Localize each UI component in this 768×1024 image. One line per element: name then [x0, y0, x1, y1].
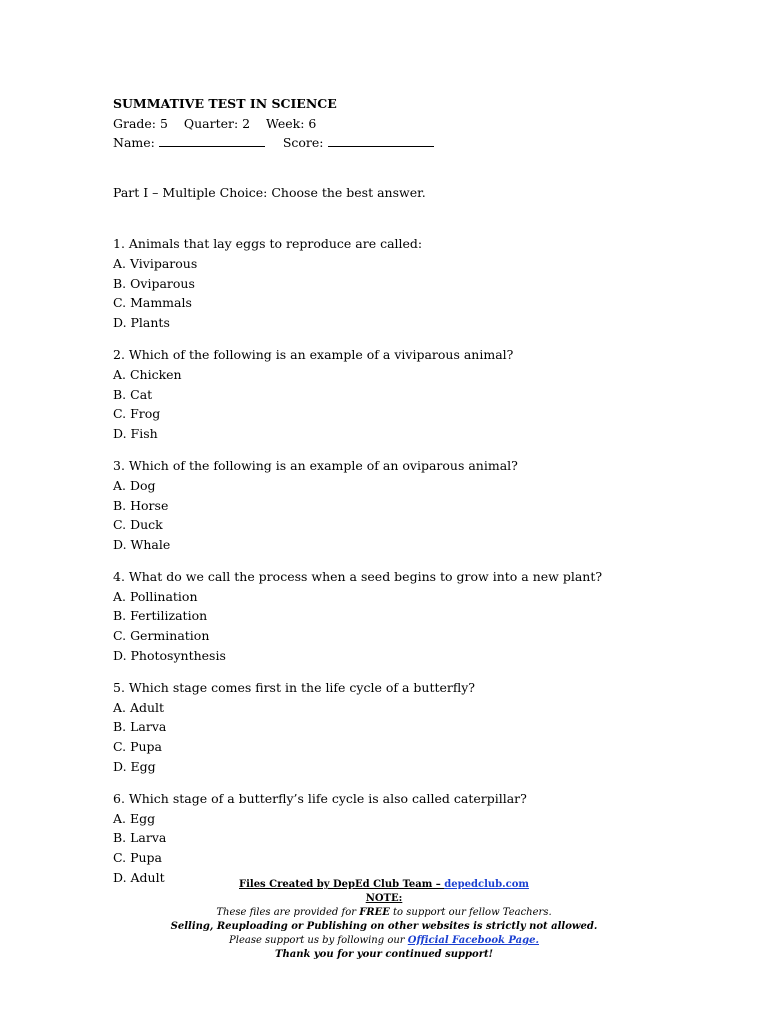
answer-option: D. Plants: [113, 314, 170, 330]
name-score-row: [113, 133, 673, 153]
answer-option: A. Adult: [113, 699, 165, 715]
footer-support: [0, 934, 768, 948]
footer-thanks: Thank you for your continued support!: [275, 949, 493, 960]
question-text: 6. Which stage of a butterfly’s life cycle is also called caterpillar?: [113, 791, 527, 807]
answer-option: B. Fertilization: [113, 608, 208, 624]
footer-support-pre: Please support us by following our: [229, 935, 408, 946]
part-instructions: Part I – Multiple Choice: Choose the best answer.: [113, 184, 426, 200]
answer-option: A. Pollination: [113, 588, 198, 604]
name-blank: [159, 134, 265, 147]
answer-option: C. Frog: [113, 406, 161, 422]
answer-option: C. Duck: [113, 517, 163, 533]
answer-option: C. Pupa: [113, 739, 162, 755]
answer-option: A. Chicken: [113, 366, 182, 382]
footer-provided-post: to support our fellow Teachers.: [389, 907, 552, 918]
answer-option: B. Cat: [113, 386, 153, 402]
footer-note-label: NOTE:: [365, 893, 403, 904]
question-text: 3. Which of the following is an example of an oviparous animal?: [113, 458, 518, 474]
question-text: 4. What do we call the process when a seed begins to grow into a new plant?: [113, 569, 603, 585]
answer-option: D. Fish: [113, 425, 158, 441]
score-blank: [328, 134, 434, 147]
answer-option: C. Mammals: [113, 295, 192, 311]
score-label: Score:: [282, 135, 324, 151]
answer-option: D. Photosynthesis: [113, 647, 226, 663]
worksheet-title: SUMMATIVE TEST IN SCIENCE: [113, 96, 337, 111]
answer-option: B. Oviparous: [113, 275, 195, 291]
footer-credit: [0, 878, 768, 892]
answer-option: D. Egg: [113, 758, 156, 774]
question-item: [113, 567, 673, 665]
question-item: [113, 456, 673, 554]
answer-option: B. Larva: [113, 719, 167, 735]
question-item: [113, 678, 673, 776]
footer-free: FREE: [359, 907, 390, 918]
site-link[interactable]: depedclub.com: [444, 879, 529, 890]
answer-option: B. Larva: [113, 830, 167, 846]
question-item: [113, 345, 673, 443]
answer-option: C. Germination: [113, 628, 210, 644]
question-item: [113, 234, 673, 332]
footer-provided: [0, 906, 768, 920]
footer-provided-pre: These files are provided for: [216, 907, 360, 918]
facebook-page-link[interactable]: Official Facebook Page.: [407, 935, 539, 946]
worksheet: [113, 94, 673, 900]
answer-option: C. Pupa: [113, 850, 162, 865]
answer-option: A. Dog: [113, 477, 156, 493]
answer-option: A. Viviparous: [113, 255, 198, 271]
grade-quarter-week: Grade: 5 Quarter: 2 Week: 6: [113, 115, 317, 131]
answer-option: A. Egg: [113, 810, 156, 826]
answer-option: B. Horse: [113, 497, 169, 513]
footer-selling: Selling, Reuploading or Publishing on other websites is strictly not allowed.: [170, 921, 598, 932]
question-list: [113, 234, 673, 887]
answer-option: D. Whale: [113, 536, 171, 552]
footer-credit-text: Files Created by DepEd Club Team –: [239, 879, 445, 890]
question-text: 1. Animals that lay eggs to reproduce are called:: [113, 236, 423, 252]
question-text: 5. Which stage comes first in the life cycle of a butterfly?: [113, 680, 475, 696]
question-item: [113, 789, 673, 887]
answer-option: D. Adult: [113, 869, 165, 885]
name-label: Name:: [113, 135, 155, 151]
question-text: 2. Which of the following is an example of a viviparous animal?: [113, 347, 514, 363]
footer-notice: [0, 878, 768, 962]
